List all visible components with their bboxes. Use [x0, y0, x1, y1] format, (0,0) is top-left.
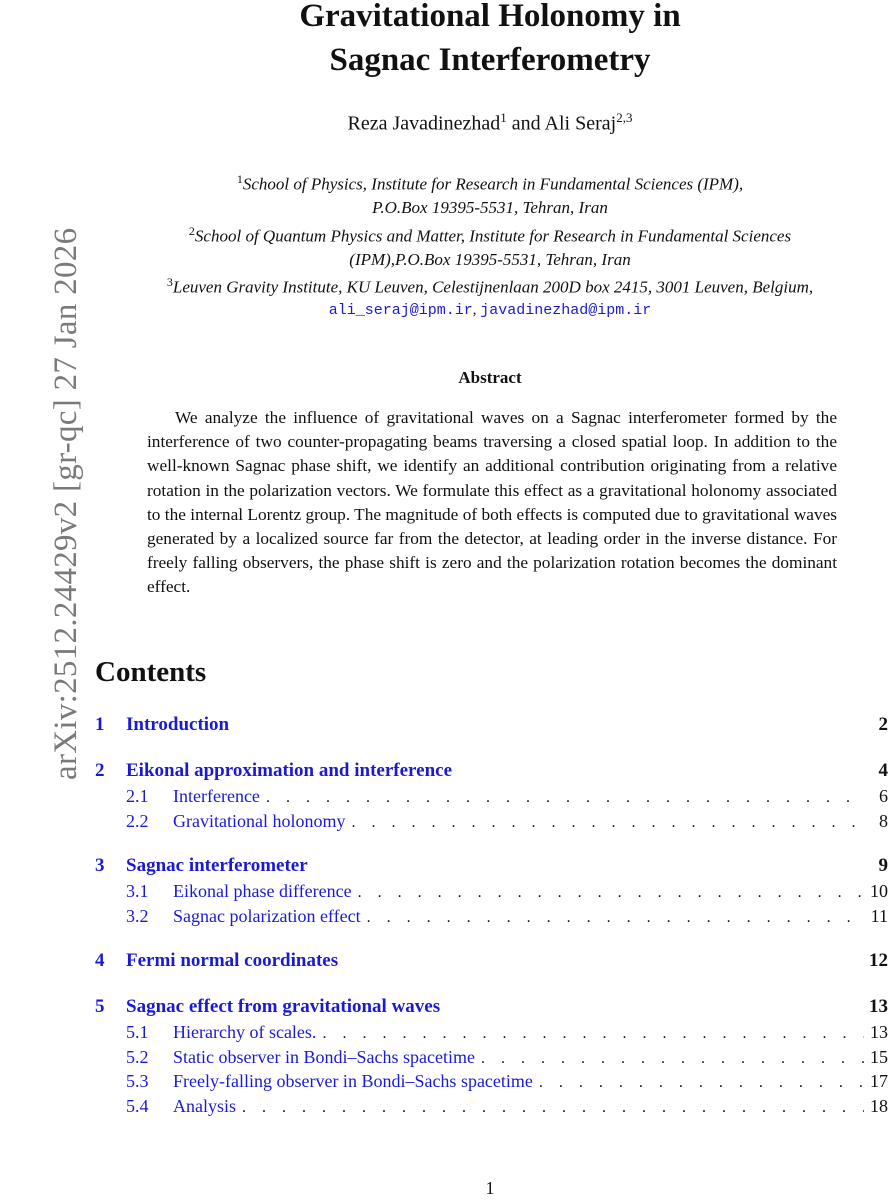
toc-leader-dots: [539, 1071, 864, 1096]
title-line-2: Sagnac Interferometry: [329, 42, 651, 78]
author-list: [0, 110, 889, 136]
toc-section-number: 3: [95, 855, 105, 876]
email-link[interactable]: ali_seraj@ipm.ir: [328, 302, 473, 320]
toc-section-page[interactable]: 12: [869, 950, 888, 971]
email-list: [0, 299, 889, 323]
toc-subsection-page[interactable]: 18: [870, 1095, 888, 1116]
toc-subsection-number: 3.2: [126, 905, 149, 926]
toc-section-2[interactable]: [95, 758, 888, 784]
affil-mark: 2: [188, 223, 195, 238]
toc-subsection-number: 2.1: [126, 786, 149, 806]
affil-line: School of Physics, Institute for Research in Fundamental Sciences (IPM),: [242, 174, 744, 194]
toc-subsection-title[interactable]: Hierarchy of scales.: [173, 1022, 317, 1042]
toc-subsection-3.2[interactable]: [95, 904, 888, 929]
author-affil-mark: 2,3: [616, 110, 633, 125]
toc-subsection-2.2[interactable]: [95, 809, 888, 834]
email-link[interactable]: javadinezhad@ipm.ir: [480, 302, 652, 320]
toc-section-title[interactable]: Introduction: [126, 714, 230, 735]
toc-section-title[interactable]: Eikonal approximation and interference: [126, 760, 453, 781]
affiliations: [0, 168, 889, 323]
toc-section-1[interactable]: [95, 712, 888, 738]
toc-section-5[interactable]: [95, 994, 888, 1020]
page-number: 1: [485, 1178, 495, 1198]
toc-subsection-number: 5.1: [126, 1022, 149, 1042]
toc-leader-dots: [351, 811, 864, 836]
toc-leader-dots: [481, 1047, 864, 1072]
toc-section-page[interactable]: 9: [878, 855, 888, 876]
affil-line: Leuven Gravity Institute, KU Leuven, Celestijnenlaan 200D box 2415, 3001 Leuven, Belgium,: [172, 277, 814, 297]
toc-subsection-number: 5.2: [126, 1046, 149, 1067]
toc-section-number: 1: [95, 714, 105, 735]
toc-subsection-5.1[interactable]: [95, 1020, 888, 1045]
toc-subsection-title[interactable]: Analysis: [173, 1095, 236, 1116]
toc-section-number: 4: [95, 950, 105, 971]
toc-leader-dots: [367, 906, 864, 931]
author-name: Reza Javadinezhad: [347, 112, 501, 135]
toc-section-page[interactable]: 13: [869, 996, 888, 1017]
affil-line: School of Quantum Physics and Matter, Institute for Research in Fundamental Sciences: [194, 226, 792, 246]
toc-section-title[interactable]: Sagnac effect from gravitational waves: [126, 996, 441, 1017]
affil-line: P.O.Box 19395-5531, Tehran, Iran: [372, 198, 608, 218]
author-affil-mark: 1: [500, 110, 507, 125]
toc-section-number: 2: [95, 760, 105, 781]
toc-subsection-page[interactable]: 17: [870, 1071, 888, 1091]
toc-section-title[interactable]: Fermi normal coordinates: [126, 950, 339, 971]
toc-subsection-5.4[interactable]: [95, 1094, 888, 1119]
paper-title: [0, 0, 889, 82]
author-name: Ali Seraj: [544, 112, 617, 135]
toc-section-3[interactable]: [95, 853, 888, 879]
contents-heading: Contents: [95, 656, 207, 688]
email-separator: ,: [472, 302, 481, 319]
toc-subsection-title[interactable]: Sagnac polarization effect: [173, 905, 361, 926]
toc-section-4[interactable]: [95, 948, 888, 974]
toc-section-title[interactable]: Sagnac interferometer: [126, 855, 308, 876]
toc-section-number: 5: [95, 996, 105, 1017]
author-connector: and: [506, 112, 545, 135]
arxiv-identifier: arXiv:2512.24429v2 [gr-qc] 27 Jan 2026: [48, 227, 84, 780]
toc-subsection-5.3[interactable]: [95, 1069, 888, 1094]
toc-subsection-number: 3.1: [126, 881, 149, 901]
affil-mark: 1: [236, 172, 243, 186]
affiliation-1: [0, 168, 889, 220]
toc-subsection-title[interactable]: Gravitational holonomy: [173, 810, 346, 831]
affiliation-2: [0, 220, 889, 272]
toc-leader-dots: [322, 1022, 864, 1047]
toc-subsection-number: 5.4: [126, 1095, 149, 1116]
toc-subsection-title[interactable]: Interference: [173, 786, 260, 806]
toc-subsection-page[interactable]: 8: [879, 810, 888, 831]
toc-leader-dots: [242, 1096, 864, 1121]
toc-subsection-title[interactable]: Static observer in Bondi–Sachs spacetime: [173, 1046, 475, 1067]
toc-subsection-page[interactable]: 6: [879, 786, 888, 806]
toc-subsection-2.1[interactable]: [95, 784, 888, 809]
affil-line: (IPM),P.O.Box 19395-5531, Tehran, Iran: [349, 249, 631, 269]
toc-subsection-number: 2.2: [126, 810, 149, 831]
toc-leader-dots: [358, 881, 864, 906]
toc-leader-dots: [266, 786, 864, 811]
abstract-text: We analyze the influence of gravitational waves on a Sagnac interferometer formed by the interference of two counter-propagating beams traversing a closed spatial loop. In addition to the well-known Sagnac phase shift, we identify an additional contribution originating from a relative rotation in the polarization vectors. We formulate this effect as a gravitational holonomy associated to the internal Lorentz group. The magnitude of both effects is computed due to gravitational waves generated by a localized source far from the detector, at leading order in the inverse distance. For freely falling observers, the phase shift is zero and the polarization rotation becomes the dominant effect.: [147, 408, 837, 597]
toc-subsection-page[interactable]: 13: [870, 1022, 888, 1042]
table-of-contents: [95, 712, 888, 1118]
toc-subsection-3.1[interactable]: [95, 879, 888, 904]
affil-mark: 3: [166, 275, 173, 290]
toc-subsection-page[interactable]: 11: [870, 905, 888, 926]
toc-subsection-title[interactable]: Freely-falling observer in Bondi–Sachs spacetime: [173, 1071, 533, 1091]
toc-subsection-page[interactable]: 15: [870, 1046, 888, 1067]
toc-subsection-5.2[interactable]: [95, 1045, 888, 1070]
toc-subsection-title[interactable]: Eikonal phase difference: [173, 881, 352, 901]
abstract-heading: Abstract: [458, 368, 522, 387]
toc-section-page[interactable]: 2: [878, 714, 888, 735]
affiliation-3: [0, 271, 889, 299]
toc-subsection-page[interactable]: 10: [870, 881, 888, 901]
toc-subsection-number: 5.3: [126, 1071, 149, 1091]
toc-section-page[interactable]: 4: [878, 760, 888, 781]
title-line-1: Gravitational Holonomy in: [299, 0, 681, 34]
